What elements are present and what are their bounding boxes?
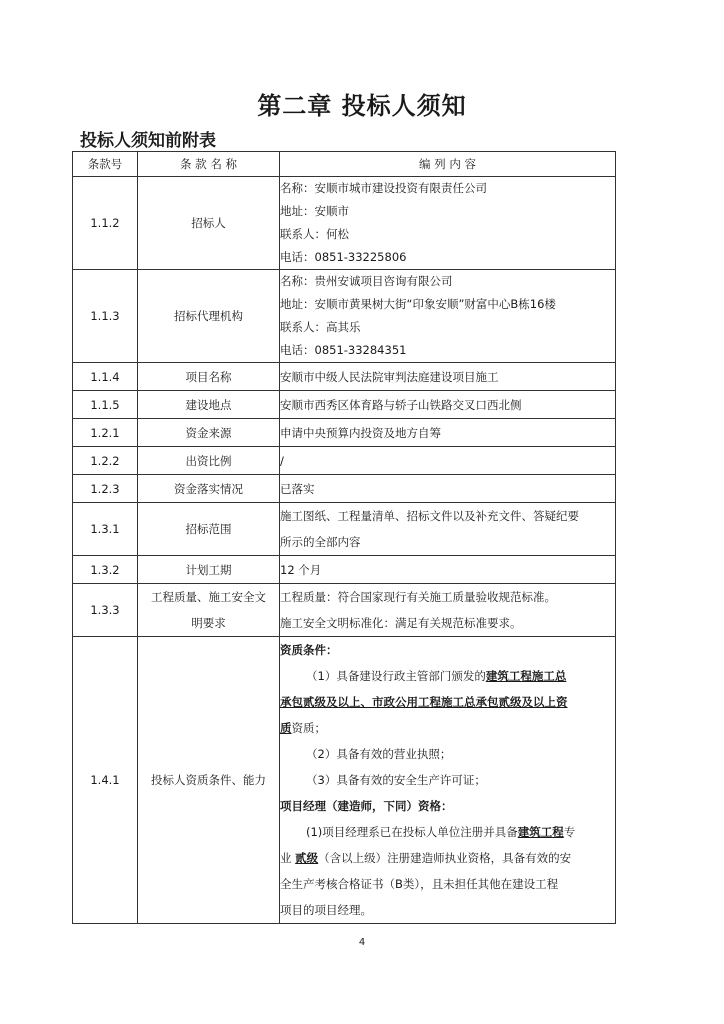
content-line: 电话：0851-33225806 [280,250,407,264]
table-row [73,475,616,503]
clause-name-line: 工程质量、施工安全文 [151,590,266,604]
clause-name: 资金落实情况 [138,475,280,503]
clause-content [280,584,616,637]
table-row [73,556,616,584]
table-row [73,584,616,637]
qualification-item-3: （3）具备有效的安全生产许可证； [306,773,486,787]
clause-name: 计划工期 [138,556,280,584]
project-manager-item-1-cont [280,845,615,871]
clause-number: 1.3.2 [73,556,138,584]
qualification-item-1-text: （1）具备建设行政主管部门颁发的 [306,669,486,683]
clause-content: 申请中央预算内投资及地方自筹 [280,419,616,447]
content-line: 联系人：何松 [280,227,349,241]
clause-content: 安顺市西秀区体育路与轿子山铁路交叉口西北侧 [280,391,616,419]
content-line: 地址：安顺市黄果树大街“印象安顺”财富中心B栋16楼 [280,297,556,311]
content-line: 工程质量：符合国家现行有关施工质量验收规范标准。 [280,590,556,604]
header-clause-name: 条 款 名 称 [138,152,280,177]
content-line: 施工图纸、工程量清单、招标文件以及补充文件、答疑纪要 [280,509,579,523]
project-manager-item-1-cont: 项目的项目经理。 [280,903,372,917]
pm-item-highlight: 贰级 [295,851,319,865]
content-line: 名称：安顺市城市建设投资有限责任公司 [280,181,487,195]
project-manager-title: 项目经理（建造师，下同）资格： [280,799,453,813]
clause-name: 资金来源 [138,419,280,447]
pm-item-highlight: 建筑工程 [517,825,564,839]
qualification-item-1-cont [280,689,615,715]
table-row [73,419,616,447]
qualification-item-1-text: 资质； [291,721,326,735]
clause-name: 建设地点 [138,391,280,419]
pm-item-text: (1)项目经理系已在投标人单位注册并具备 [306,825,518,839]
clause-number: 1.3.3 [73,584,138,637]
clause-number: 1.2.3 [73,475,138,503]
table-row [73,503,616,556]
table-row [73,391,616,419]
clause-number: 1.1.4 [73,363,138,391]
clause-content: / [280,447,616,475]
clause-name: 招标范围 [138,503,280,556]
clause-content [280,270,616,363]
table-row [73,637,616,924]
clause-content [280,177,616,270]
clause-name-line: 明要求 [191,616,226,630]
clause-number: 1.2.2 [73,447,138,475]
pm-item-text: 专 [563,825,576,839]
clause-content: 已落实 [280,475,616,503]
clause-name: 投标人资质条件、能力 [138,637,280,924]
clause-content [280,637,616,924]
content-line: 名称：贵州安诚项目咨询有限公司 [280,274,453,288]
table-header-row [73,152,616,177]
table-row [73,177,616,270]
qualification-item-1 [280,663,615,689]
table-row [73,447,616,475]
clause-number: 1.1.3 [73,270,138,363]
clause-number: 1.2.1 [73,419,138,447]
table-row [73,363,616,391]
header-clause-number: 条款号 [73,152,138,177]
content-line: 施工安全文明标准化：满足有关规范标准要求。 [280,616,522,630]
chapter-title: 第二章 投标人须知 [257,92,467,120]
content-line: 联系人：高其乐 [280,320,361,334]
content-line: 地址：安顺市 [280,204,349,218]
qualification-item-2: （2）具备有效的营业执照； [306,747,452,761]
content-line: 电话：0851-33284351 [280,343,407,357]
page-number: 4 [358,937,366,948]
clause-number: 1.3.1 [73,503,138,556]
content-line: 所示的全部内容 [280,535,361,549]
qualification-item-1-highlight: 质 [280,721,292,735]
clause-name: 招标代理机构 [138,270,280,363]
qualification-item-1-end [280,715,615,741]
project-manager-item-1 [280,819,615,845]
clause-name: 出资比例 [138,447,280,475]
header-content: 编 列 内 容 [280,152,616,177]
qualification-item-1-highlight: 建筑工程施工总 [485,669,567,683]
qualification-item-1-highlight: 承包贰级及以上、市政公用工程施工总承包贰级及以上资 [280,695,568,709]
qualification-title: 资质条件： [280,643,338,657]
table-row [73,270,616,363]
project-manager-item-1-cont: 全生产考核合格证书（B类），且未担任其他在建设工程 [280,877,559,891]
clause-number: 1.1.5 [73,391,138,419]
bid-instructions-table [72,151,616,924]
clause-name: 项目名称 [138,363,280,391]
clause-number: 1.1.2 [73,177,138,270]
section-title: 投标人须知前附表 [80,131,216,151]
clause-content [280,503,616,556]
clause-content: 12 个月 [280,556,616,584]
clause-name: 招标人 [138,177,280,270]
clause-number: 1.4.1 [73,637,138,924]
pm-item-text: 业 [280,851,296,865]
clause-content: 安顺市中级人民法院审判法庭建设项目施工 [280,363,616,391]
pm-item-text: （含以上级）注册建造师执业资格，具备有效的安 [318,851,572,865]
clause-name [138,584,280,637]
